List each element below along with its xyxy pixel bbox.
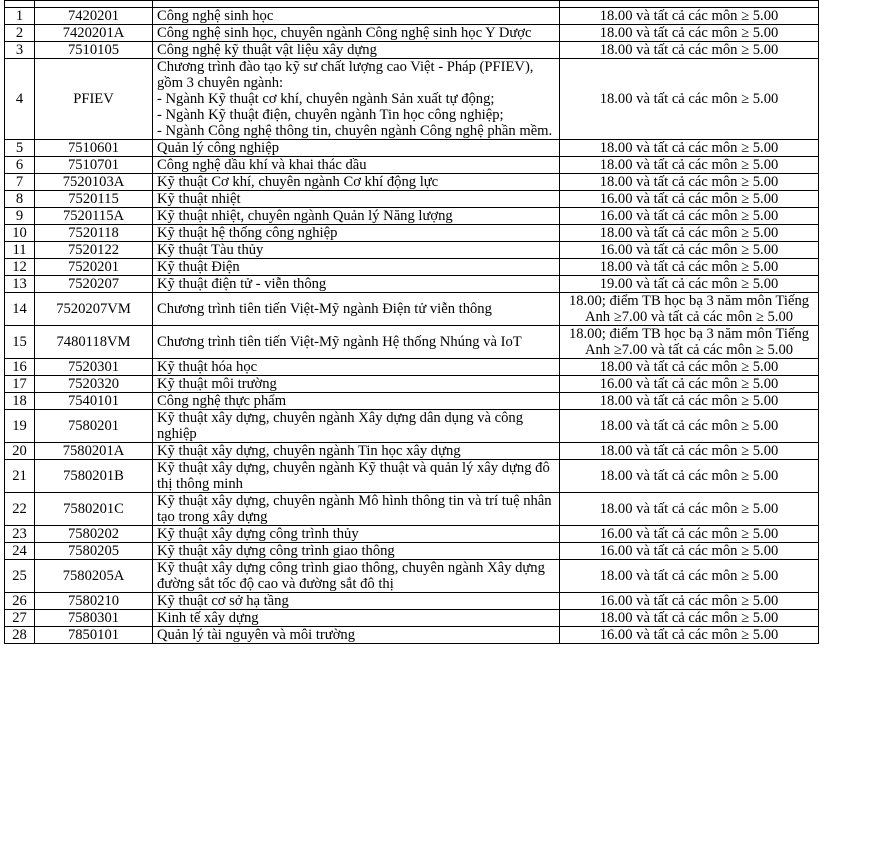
table-row [5,410,819,443]
table-row [5,259,819,276]
program-name-cell: Kỹ thuật xây dựng, chuyên ngành Mô hình thông tin và trí tuệ nhân tạo trong xây dựng [153,493,560,526]
program-name-cell: Chương trình tiên tiến Việt-Mỹ ngành Điện tử viễn thông [153,293,560,326]
program-name-cell: Quản lý công nghiệp [153,140,560,157]
program-code-cell: 7520207 [35,276,153,293]
admission-table-wrapper [4,0,819,644]
program-code-cell: 7580201C [35,493,153,526]
table-row [5,25,819,42]
row-number-cell: 21 [5,460,35,493]
table-row [5,208,819,225]
admission-requirement-cell: 18.00 và tất cả các môn ≥ 5.00 [560,157,819,174]
table-row [5,59,819,140]
row-number-cell: 16 [5,359,35,376]
table-row [5,393,819,410]
admission-requirement-cell: 18.00 và tất cả các môn ≥ 5.00 [560,259,819,276]
program-code-cell: 7510105 [35,42,153,59]
admission-requirement-cell: 18.00 và tất cả các môn ≥ 5.00 [560,560,819,593]
program-code-cell: 7520301 [35,359,153,376]
row-number-cell: 27 [5,610,35,627]
table-row [5,560,819,593]
program-code-cell: 7580201A [35,443,153,460]
program-code-cell: 7580201B [35,460,153,493]
row-number-cell: 26 [5,593,35,610]
row-number-cell: 8 [5,191,35,208]
program-code-cell: 7420201A [35,25,153,42]
row-number-cell: 23 [5,526,35,543]
program-code-cell: 7520201 [35,259,153,276]
admission-requirement-cell: 16.00 và tất cả các môn ≥ 5.00 [560,191,819,208]
program-code-cell: 7580210 [35,593,153,610]
program-code-cell: 7420201 [35,8,153,25]
program-name-cell: Kỹ thuật cơ sở hạ tầng [153,593,560,610]
program-name-cell: Kỹ thuật nhiệt [153,191,560,208]
program-code-cell: 7520103A [35,174,153,191]
program-code-cell: 7580205A [35,560,153,593]
admission-requirement-cell: 18.00; điểm TB học bạ 3 năm môn Tiếng Anh ≥7.00 và tất cả các môn ≥ 5.00 [560,326,819,359]
row-number-cell: 14 [5,293,35,326]
row-number-cell: 10 [5,225,35,242]
admission-requirement-cell: 16.00 và tất cả các môn ≥ 5.00 [560,593,819,610]
admission-requirement-cell: 19.00 và tất cả các môn ≥ 5.00 [560,276,819,293]
table-row [5,157,819,174]
program-name-cell: Công nghệ thực phẩm [153,393,560,410]
admission-requirement-cell: 18.00 và tất cả các môn ≥ 5.00 [560,393,819,410]
admission-requirement-cell: 18.00 và tất cả các môn ≥ 5.00 [560,443,819,460]
admission-requirement-cell: 16.00 và tất cả các môn ≥ 5.00 [560,242,819,259]
row-number-cell: 18 [5,393,35,410]
program-name-cell: Kỹ thuật hệ thống công nghiệp [153,225,560,242]
admission-requirement-cell: 18.00 và tất cả các môn ≥ 5.00 [560,59,819,140]
row-number-cell: 20 [5,443,35,460]
program-code-cell: 7520118 [35,225,153,242]
program-name-cell: Công nghệ sinh học [153,8,560,25]
table-row [5,359,819,376]
program-name-cell: Kỹ thuật môi trường [153,376,560,393]
program-code-cell: 7480118VM [35,326,153,359]
program-name-cell: Kỹ thuật Tàu thủy [153,242,560,259]
admission-requirement-cell: 18.00 và tất cả các môn ≥ 5.00 [560,493,819,526]
program-name-cell: Kinh tế xây dựng [153,610,560,627]
table-row [5,174,819,191]
admission-requirement-cell: 16.00 và tất cả các môn ≥ 5.00 [560,627,819,644]
table-row [5,593,819,610]
program-name-cell: Kỹ thuật xây dựng công trình thủy [153,526,560,543]
table-row [5,326,819,359]
program-name-cell: Công nghệ sinh học, chuyên ngành Công nghệ sinh học Y Dược [153,25,560,42]
admission-requirement-cell: 18.00 và tất cả các môn ≥ 5.00 [560,225,819,242]
admission-requirement-cell: 18.00 và tất cả các môn ≥ 5.00 [560,25,819,42]
table-row [5,610,819,627]
admission-requirement-cell: 18.00; điểm TB học bạ 3 năm môn Tiếng Anh ≥7.00 và tất cả các môn ≥ 5.00 [560,293,819,326]
table-row [5,443,819,460]
table-header-remnant [5,1,819,8]
admission-requirement-cell: 16.00 và tất cả các môn ≥ 5.00 [560,208,819,225]
table-row [5,627,819,644]
table-row [5,543,819,560]
admission-requirement-cell: 16.00 và tất cả các môn ≥ 5.00 [560,526,819,543]
program-code-cell: 7520207VM [35,293,153,326]
program-name-cell: Kỹ thuật xây dựng công trình giao thông, chuyên ngành Xây dựng đường sắt tốc độ cao và đường sắt đô thị [153,560,560,593]
row-number-cell: 3 [5,42,35,59]
program-code-cell: 7520320 [35,376,153,393]
program-name-cell: Kỹ thuật điện tử - viễn thông [153,276,560,293]
row-number-cell: 11 [5,242,35,259]
table-row [5,42,819,59]
admission-requirement-cell: 16.00 và tất cả các môn ≥ 5.00 [560,543,819,560]
program-code-cell: 7520122 [35,242,153,259]
admission-requirement-cell: 18.00 và tất cả các môn ≥ 5.00 [560,610,819,627]
program-name-cell: Công nghệ kỹ thuật vật liệu xây dựng [153,42,560,59]
row-number-cell: 12 [5,259,35,276]
program-code-cell: 7580301 [35,610,153,627]
program-name-cell: Kỹ thuật Điện [153,259,560,276]
table-row [5,191,819,208]
admission-table-body [5,1,819,644]
admission-requirement-cell: 16.00 và tất cả các môn ≥ 5.00 [560,376,819,393]
row-number-cell: 19 [5,410,35,443]
admission-requirement-cell: 18.00 và tất cả các môn ≥ 5.00 [560,410,819,443]
program-name-cell: Chương trình tiên tiến Việt-Mỹ ngành Hệ thống Nhúng và IoT [153,326,560,359]
program-code-cell: 7540101 [35,393,153,410]
admission-table [4,0,819,644]
table-row [5,376,819,393]
program-name-cell: Kỹ thuật xây dựng, chuyên ngành Tin học xây dựng [153,443,560,460]
admission-requirement-cell: 18.00 và tất cả các môn ≥ 5.00 [560,460,819,493]
row-number-cell: 15 [5,326,35,359]
program-name-cell: Kỹ thuật nhiệt, chuyên ngành Quản lý Năng lượng [153,208,560,225]
admission-requirement-cell: 18.00 và tất cả các môn ≥ 5.00 [560,359,819,376]
program-code-cell: 7580205 [35,543,153,560]
row-number-cell: 17 [5,376,35,393]
admission-requirement-cell: 18.00 và tất cả các môn ≥ 5.00 [560,174,819,191]
row-number-cell: 2 [5,25,35,42]
program-name-cell: Kỹ thuật xây dựng, chuyên ngành Xây dựng dân dụng và công nghiệp [153,410,560,443]
program-code-cell: 7510601 [35,140,153,157]
program-name-cell: Chương trình đào tạo kỹ sư chất lượng cao Việt - Pháp (PFIEV), gồm 3 chuyên ngành: - Ngành Kỹ thuật cơ khí, chuyên ngành Sản xuất tự động; - Ngành Kỹ thuật điện, chuyên ngành Tin học công nghiệp; - Ngành Công nghệ thông tin, chuyên ngành Công nghệ phần mềm. [153,59,560,140]
row-number-cell: 22 [5,493,35,526]
row-number-cell: 9 [5,208,35,225]
row-number-cell: 1 [5,8,35,25]
row-number-cell: 5 [5,140,35,157]
program-name-cell: Kỹ thuật xây dựng công trình giao thông [153,543,560,560]
program-name-cell: Quản lý tài nguyên và môi trường [153,627,560,644]
admission-requirement-cell: 18.00 và tất cả các môn ≥ 5.00 [560,42,819,59]
program-code-cell: 7850101 [35,627,153,644]
table-row [5,460,819,493]
program-code-cell: 7510701 [35,157,153,174]
table-row [5,140,819,157]
program-code-cell: 7520115 [35,191,153,208]
table-row [5,493,819,526]
table-row [5,225,819,242]
program-code-cell: PFIEV [35,59,153,140]
program-name-cell: Kỹ thuật xây dựng, chuyên ngành Kỹ thuật và quản lý xây dựng đô thị thông minh [153,460,560,493]
admission-requirement-cell: 18.00 và tất cả các môn ≥ 5.00 [560,140,819,157]
program-name-cell: Kỹ thuật hóa học [153,359,560,376]
table-row [5,293,819,326]
table-row [5,8,819,25]
row-number-cell: 6 [5,157,35,174]
admission-requirement-cell: 18.00 và tất cả các môn ≥ 5.00 [560,8,819,25]
program-name-cell: Công nghệ dầu khí và khai thác dầu [153,157,560,174]
row-number-cell: 4 [5,59,35,140]
program-code-cell: 7580201 [35,410,153,443]
table-row [5,276,819,293]
row-number-cell: 7 [5,174,35,191]
row-number-cell: 13 [5,276,35,293]
program-code-cell: 7580202 [35,526,153,543]
row-number-cell: 28 [5,627,35,644]
row-number-cell: 25 [5,560,35,593]
row-number-cell: 24 [5,543,35,560]
program-code-cell: 7520115A [35,208,153,225]
program-name-cell: Kỹ thuật Cơ khí, chuyên ngành Cơ khí động lực [153,174,560,191]
table-row [5,242,819,259]
table-row [5,526,819,543]
